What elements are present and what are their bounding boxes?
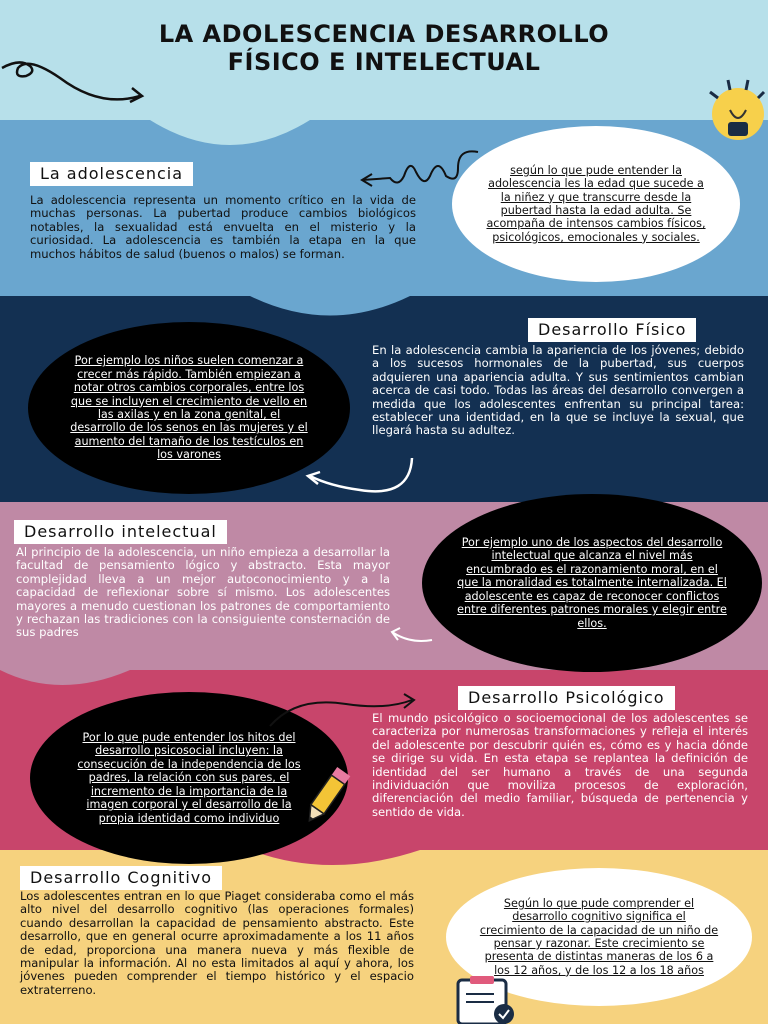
cognitivo-note-text: Según lo que pude comprender el desarrollo cognitivo significa el crecimiento de la capacidad de un niño de pensar y razonar. Este crecimiento se presenta de distintas maneras de los 6 a los 12 años, y de los 12 a los 18 años	[479, 896, 719, 977]
intelectual-heading: Desarrollo intelectual	[14, 520, 227, 544]
lightbulb-icon	[698, 78, 768, 150]
adolescencia-body: La adolescencia representa un momento crítico en la vida de muchas personas. La pubertad produce cambios biológicos notables, la sexualidad está envuelta en el misterio y la curiosidad. La adolescencia es también la etapa en la que muchos hábitos de salud (buenos o malos) se forman.	[30, 193, 416, 261]
psicologico-arrow-icon	[266, 690, 426, 730]
curly-arrow-icon	[0, 58, 160, 118]
psicologico-heading: Desarrollo Psicológico	[458, 686, 675, 710]
intelectual-body: Al principio de la adolescencia, un niño empieza a desarrollar la facultad de pensamiento lógico y abstracto. Esta mayor complejidad lleva a un mejor autoconocimiento y a la capacidad de reflexionar sobre sí mismo. Los adolescentes mayores a menudo cuestionan los patrones de comportamiento y rechazan las tradiciones con la consiguiente consternación de sus padres	[16, 545, 390, 640]
clipboard-icon	[454, 974, 524, 1024]
intelectual-wave	[0, 670, 130, 685]
fisico-body: En la adolescencia cambia la apariencia de los jóvenes; debido a los sucesos hormonales de la pubertad, sus cuerpos adquieren una apariencia adulta. Y sus sentimientos cambian acerca de casi todo. Todas las áreas del desarrollo convergen a medida que los adolescentes enfrentan su principal tarea: establecer una identidad, en la que se incluye la sexual, que llegará hasta su adultez.	[372, 343, 744, 438]
spring-arrow-icon	[358, 148, 488, 198]
intelectual-note-text: Por ejemplo uno de los aspectos del desarrollo intelectual que alcanza el nivel más encumbrado es el razonamiento moral, en el que la moralidad es totalmente internalizada. El adolescente es capaz de reconocer conflictos entre diferentes patrones morales y elegir entre ellos.	[457, 536, 727, 630]
adolescencia-note-text: según lo que pude entender la adolescencia les la edad que sucede a la niñez y que transcurre desde la pubertad hasta la edad adulta. Se acompaña de intensos cambios físicos, psicológicos, emocionales y sociales.	[486, 163, 706, 244]
fisico-heading: Desarrollo Físico	[528, 318, 696, 342]
adolescencia-wave	[250, 296, 410, 316]
title-line-2: FÍSICO E INTELECTUAL	[227, 48, 541, 76]
cognitivo-heading: Desarrollo Cognitivo	[20, 866, 222, 890]
curved-arrow-icon	[300, 450, 420, 500]
psicologico-wave	[250, 850, 420, 865]
intelectual-note	[422, 494, 762, 672]
title-wave	[150, 120, 310, 145]
adolescencia-note	[452, 126, 740, 282]
small-arrow-icon	[386, 620, 436, 650]
pencil-icon	[296, 762, 356, 832]
title-line-1: LA ADOLESCENCIA DESARROLLO	[158, 20, 610, 48]
cognitivo-body: Los adolescentes entran en lo que Piaget consideraba como el más alto nivel del desarrollo cognitivo (las operaciones formales) cuando desarrollan la capacidad de pensamiento abstracto. Este desarrollo, que en general ocurre aproximadamente a los 11 años de edad, proporciona una manera nueva y más flexible de manipular la información. Al no esta limitados al aquí y ahora, los jóvenes pueden comprender el tiempo histórico y el espacio extraterreno.	[20, 889, 414, 997]
fisico-note-text: Por ejemplo los niños suelen comenzar a crecer más rápido. También empiezan a notar otros cambios corporales, entre los que se incluyen el crecimiento de vello en las axilas y en la zona genital, el desarrollo de los senos en las mujeres y el aumento del tamaño de los testículos en los varones	[70, 354, 308, 462]
psicologico-body: El mundo psicológico o socioemocional de los adolescentes se caracteriza por numerosas transformaciones y refleja el interés del adolescente por descubrir quién es, cómo es y hacia dónde se dirige su vida. En esta etapa se replantea la definición de identidad del ser humano a través de una segunda individuación que moviliza procesos de exploración, diferenciación del medio familiar, búsqueda de pertenencia y sentido de vida.	[372, 711, 748, 819]
psicologico-note-text: Por lo que pude entender los hitos del desarrollo psicosocial incluyen: la consecución de la independencia de los padres, la relación con sus pares, el incremento de la importancia de la imagen corporal y el desarrollo de la propia identidad como individuo	[77, 731, 301, 825]
adolescencia-heading: La adolescencia	[30, 162, 193, 186]
